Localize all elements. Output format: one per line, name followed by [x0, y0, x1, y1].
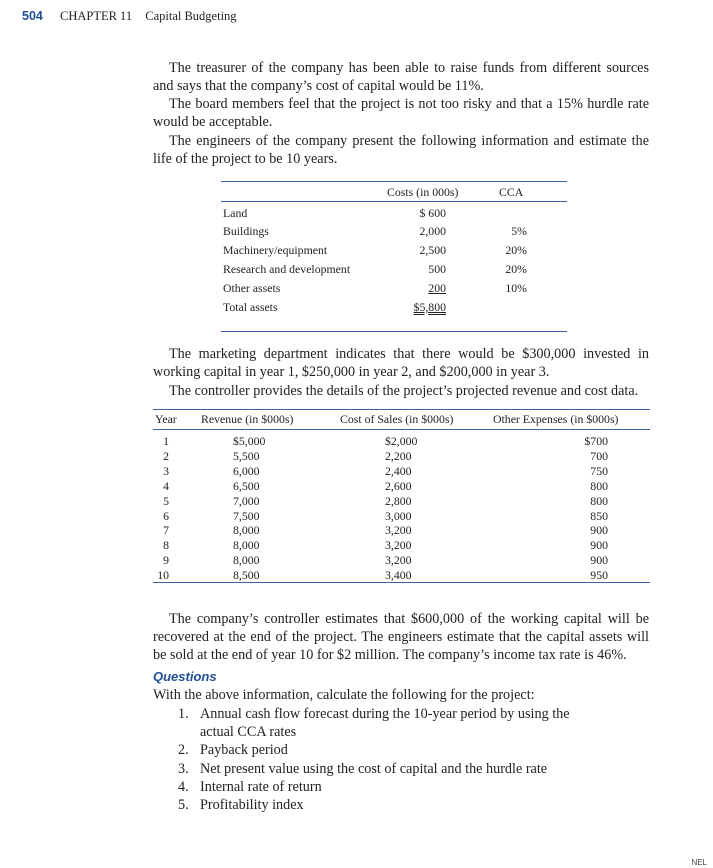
question-item: 2. Payback period — [178, 742, 288, 758]
cell-revenue: 6,000 — [233, 463, 260, 478]
asset-cost: 2,000 — [419, 224, 446, 238]
cell-other: 950 — [590, 568, 608, 583]
chapter-title: Capital Budgeting — [145, 9, 237, 23]
cell-year: 4 — [163, 478, 169, 493]
cell-revenue: $5,000 — [233, 434, 266, 448]
asset-cost: 2,500 — [419, 243, 446, 257]
cell-revenue: 7,000 — [233, 493, 260, 508]
table-header-rule — [153, 429, 650, 430]
cell-year: 7 — [163, 523, 169, 538]
cell-other: $700 — [584, 434, 608, 448]
running-header — [22, 9, 237, 24]
cell-other: 900 — [590, 523, 608, 538]
cell-other: 800 — [590, 478, 608, 493]
cell-year: 9 — [163, 553, 169, 568]
cell-year: 2 — [163, 448, 169, 463]
cell-year: 8 — [163, 538, 169, 553]
asset-label: Total assets — [223, 300, 278, 314]
cell-cost: 2,200 — [385, 448, 412, 463]
asset-label: Land — [223, 206, 248, 220]
cell-cost: 2,600 — [385, 478, 412, 493]
paragraph-controller-details: The controller provides the details of the project’s projected revenue and cost data. — [169, 383, 639, 399]
table-top-rule — [153, 409, 650, 410]
asset-cca: 10% — [505, 281, 527, 295]
asset-total-cost: $5,800 — [413, 300, 446, 314]
cell-other: 800 — [590, 493, 608, 508]
col-header-cca: CCA — [499, 185, 524, 199]
question-item: 3. Net present value using the cost of capital and the hurdle rate — [178, 761, 548, 777]
cell-revenue: 8,500 — [233, 568, 260, 583]
cell-cost: 2,400 — [385, 463, 412, 478]
question-item: 4. Internal rate of return — [178, 779, 322, 795]
col-header-cost-of-sales: Cost of Sales (in $000s) — [340, 412, 454, 426]
questions-heading: Questions — [153, 669, 217, 684]
col-header-year: Year — [155, 412, 177, 426]
cell-cost: 3,200 — [385, 523, 412, 538]
cell-year: 3 — [163, 463, 169, 478]
cell-year: 1 — [163, 434, 169, 448]
asset-cca: 20% — [505, 243, 527, 257]
table-bottom-rule — [221, 331, 567, 332]
page-number: 504 — [22, 9, 43, 23]
cell-year: 10 — [157, 568, 169, 583]
question-item: 1. Annual cash flow forecast during the 10-year period by using the — [178, 706, 570, 722]
paragraph-project-life: The engineers of the company present the following information and estimate the life of the project to be 10 years. — [153, 133, 649, 168]
cell-other: 750 — [590, 463, 608, 478]
paragraph-working-capital: The marketing department indicates that there would be $300,000 invested in working capital in year 1, $250,000 in year 2, and $200,000 in year 3. — [153, 346, 649, 381]
cell-other: 900 — [590, 538, 608, 553]
cell-other: 700 — [590, 448, 608, 463]
cell-cost: 2,800 — [385, 493, 412, 508]
cell-other: 850 — [590, 508, 608, 523]
cell-revenue: 8,000 — [233, 538, 260, 553]
cell-cost: 3,200 — [385, 538, 412, 553]
asset-label: Machinery/equipment — [223, 243, 328, 257]
cell-year: 5 — [163, 493, 169, 508]
paragraph-hurdle-rate: The board members feel that the project is not too risky and that a 15% hurdle rate would be acceptable. — [153, 96, 649, 131]
cell-other: 900 — [590, 553, 608, 568]
asset-cca: 5% — [511, 224, 527, 238]
col-header-revenue: Revenue (in $000s) — [201, 412, 294, 426]
col-header-costs: Costs (in 000s) — [387, 185, 459, 199]
publisher-mark: NEL — [691, 858, 707, 867]
asset-cost: 500 — [428, 262, 446, 276]
question-item-continuation: actual CCA rates — [200, 724, 297, 740]
asset-cca: 20% — [505, 262, 527, 276]
asset-label: Research and development — [223, 262, 351, 276]
paragraph-controller-estimates: The company’s controller estimates that $600,000 of the working capital will be recovered at the end of the project. The engineers estimate that the capital assets will be sold at the end of year 10 for $2 million. The company’s income tax rate is 46%. — [153, 611, 649, 664]
paragraph-cost-of-capital: The treasurer of the company has been able to raise funds from different sources and says that the company’s cost of capital would be 11%. — [153, 60, 649, 95]
asset-label: Buildings — [223, 224, 269, 238]
cell-revenue: 5,500 — [233, 448, 260, 463]
cell-cost: 3,400 — [385, 568, 412, 583]
cell-revenue: 8,000 — [233, 553, 260, 568]
cell-revenue: 7,500 — [233, 508, 260, 523]
cell-year: 6 — [163, 508, 169, 523]
table-top-rule — [221, 181, 567, 182]
cell-cost: 3,200 — [385, 553, 412, 568]
table-header-rule — [221, 201, 567, 202]
questions-intro: With the above information, calculate the following for the project: — [153, 687, 535, 703]
cell-revenue: 6,500 — [233, 478, 260, 493]
cell-revenue: 8,000 — [233, 523, 260, 538]
cell-cost: $2,000 — [385, 434, 418, 448]
asset-cost: $ 600 — [419, 206, 446, 220]
asset-label: Other assets — [223, 281, 281, 295]
col-header-other-expenses: Other Expenses (in $000s) — [493, 412, 619, 426]
asset-cost: 200 — [428, 281, 446, 295]
cell-cost: 3,000 — [385, 508, 412, 523]
table-bottom-rule — [153, 582, 650, 583]
chapter-label: CHAPTER 11 — [59, 9, 133, 23]
question-item: 5. Profitability index — [178, 797, 304, 813]
